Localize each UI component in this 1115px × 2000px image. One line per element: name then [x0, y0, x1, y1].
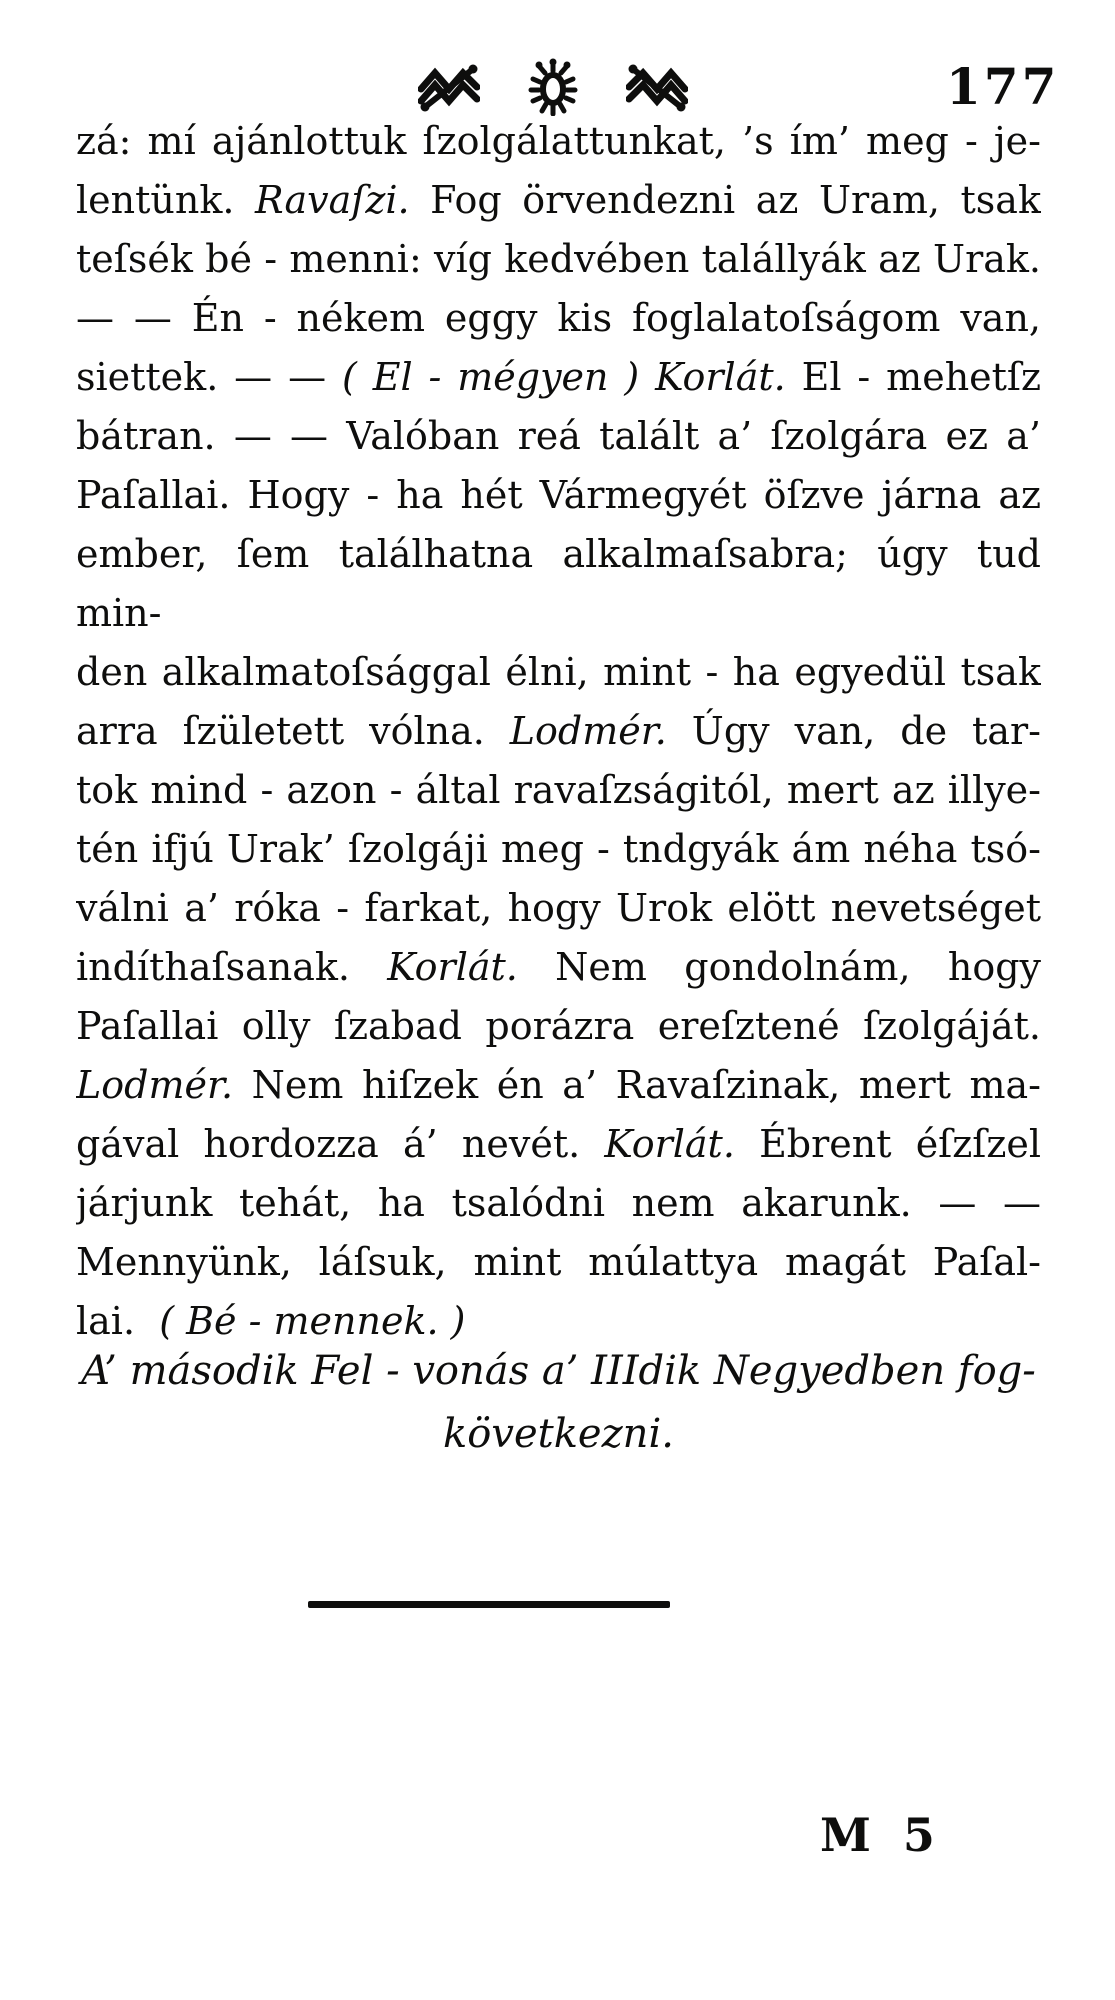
text-run: következni.: [443, 1411, 674, 1457]
body-line: [76, 820, 1041, 879]
text-run: El - mehetſz: [785, 355, 1041, 399]
text-run: arra ſzületett vólna.: [76, 709, 510, 753]
body-line: [76, 1233, 1041, 1292]
zigzag-ornament-icon: [418, 62, 480, 112]
text-run: den alkalmatoſsággal élni, mint - ha egyedül tsak: [76, 650, 1041, 694]
speaker-name: ( Bé - mennek. ): [159, 1299, 466, 1343]
closing-notice: [76, 1340, 1041, 1466]
page-number: 177: [946, 57, 1060, 116]
text-run: Nem hiſzek én a’ Ravaſzinak, mert ma-: [233, 1063, 1041, 1107]
body-line: [76, 171, 1041, 230]
text-run: Nem gondolnám, hogy: [517, 945, 1041, 989]
text-run: bátran. — — Valóban reá talált a’ ſzolgára ez a’: [76, 414, 1041, 458]
text-run: ember, ſem találhatna alkalmaſsabra; úgy tud min-: [76, 532, 1041, 635]
text-run: Paſallai. Hogy - ha hét Vármegyét öſzve járna az: [76, 473, 1041, 517]
speaker-name: ( El - mégyen ) Korlát.: [341, 355, 786, 399]
text-run: Paſallai olly ſzabad porázra ereſztené ſzolgáját.: [76, 1004, 1041, 1048]
text-run: Fog örvendezni az Uram, tsak: [409, 178, 1041, 222]
speaker-name: Lodmér.: [509, 709, 667, 753]
body-line: [76, 702, 1041, 761]
body-line: [76, 407, 1041, 466]
closing-notice-line: [76, 1340, 1041, 1403]
text-run: lentünk.: [76, 178, 256, 222]
text-run: — — Én - nékem eggy kis foglalatoſságom van,: [76, 296, 1041, 340]
body-line: [76, 1174, 1041, 1233]
text-run: indíthaſsanak.: [76, 945, 388, 989]
body-text: [76, 112, 1041, 1351]
body-line: [76, 1115, 1041, 1174]
body-line: [76, 643, 1041, 702]
speaker-name: Ravaſzi.: [255, 178, 410, 222]
signature-mark: M 5: [820, 1808, 935, 1862]
body-line: [76, 938, 1041, 997]
body-line: [76, 525, 1041, 643]
text-run: teſsék bé - menni: víg kedvében talállyák az Urak.: [76, 237, 1041, 281]
text-run: siettek. — —: [76, 355, 342, 399]
speaker-name: Korlát.: [604, 1122, 735, 1166]
zigzag-ornament-icon: [626, 62, 688, 112]
text-run: Úgy van, de tar-: [666, 709, 1041, 753]
floral-ornament-icon: [527, 58, 579, 116]
body-line: [76, 348, 1041, 407]
text-run: járjunk tehát, ha tsalódni nem akarunk. — —: [76, 1181, 1041, 1225]
body-line: [76, 112, 1041, 171]
body-line: [76, 289, 1041, 348]
body-line: [76, 879, 1041, 938]
text-run: Ébrent éſzſzel: [734, 1122, 1041, 1166]
divider-rule: [308, 1601, 670, 1608]
text-run: válni a’ róka - farkat, hogy Urok elött nevetséget: [76, 886, 1041, 930]
text-run: tok mind - azon - által ravaſzságitól, mert az illye-: [76, 768, 1041, 812]
body-line: [76, 997, 1041, 1056]
text-run: zá: mí ajánlottuk ſzolgálattunkat, ’s ím’ meg - je-: [76, 119, 1041, 163]
body-line: [76, 230, 1041, 289]
closing-notice-line: [76, 1403, 1041, 1466]
text-run: Mennyünk, láſsuk, mint múlattya magát Paſal-: [76, 1240, 1041, 1284]
text-run: lai.: [76, 1299, 160, 1343]
text-run: tén ifjú Urak’ ſzolgáji meg - tndgyák ám néha tsó-: [76, 827, 1041, 871]
header-ornaments: [418, 58, 688, 116]
body-line: [76, 1056, 1041, 1115]
speaker-name: Korlát.: [387, 945, 518, 989]
text-run: gával hordozza á’ nevét.: [76, 1122, 605, 1166]
body-line: [76, 761, 1041, 820]
body-line: [76, 466, 1041, 525]
speaker-name: Lodmér.: [76, 1063, 234, 1107]
text-run: A’ második Fel - vonás a’ IIIdik Negyedben fog-: [81, 1348, 1036, 1394]
